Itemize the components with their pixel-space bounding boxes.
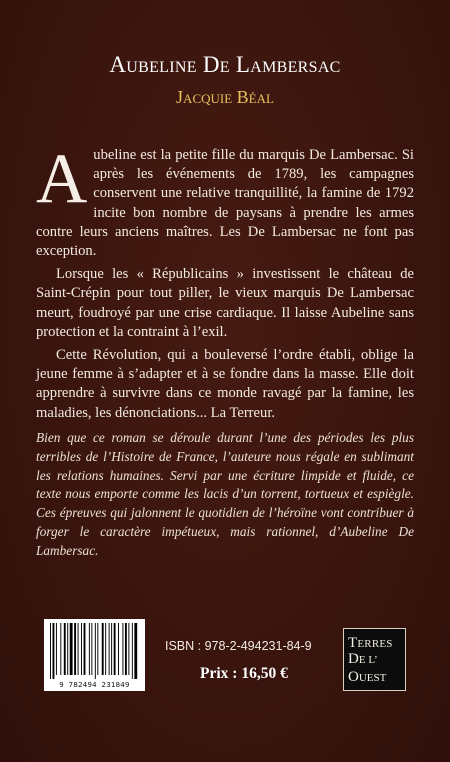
- isbn-number: ISBN : 978-2-494231-84-9: [165, 639, 312, 653]
- publisher-logo-line-2: DE L’: [348, 651, 378, 667]
- synopsis-paragraph-1: [36, 140, 414, 261]
- review-blurb: Bien que ce roman se déroule durant l’une des périodes les plus terribles de l’Histoire de France, l’auteure nous régale en sublimant les relations humaines. Servi par une écriture limpide et fluide, ce texte nous emporte comme les lacis d’un torrent, tortueux et espiègle. Ces épreuves qui jalonnent le quotidien de l’héroïne vont contribuer à forger le caractère impétueux, mais rationnel, d’Aubeline De Lambersac.: [36, 430, 414, 558]
- synopsis-paragraph-2: Lorsque les « Républicains » investissent le château de Saint-Crépin pour tout piller, le vieux marquis De Lambersac meurt, foudroyé par une crise cardiaque. Il laisse Aubeline sans protection et la contraint à l’exil.: [36, 266, 414, 340]
- publisher-logo: [343, 628, 406, 691]
- synopsis: [36, 140, 414, 427]
- publisher-logo-line-1: TERRES: [348, 635, 393, 651]
- price-label: Prix : 16,50 €: [200, 665, 288, 682]
- book-author: Jacquie Béal: [176, 87, 274, 107]
- publisher-logo-line-3: OUEST: [348, 669, 387, 685]
- synopsis-paragraph-3: Cette Révolution, qui a bouleversé l’ordre établi, oblige la jeune femme à s’adapter et à se fondre dans la masse. Elle doit apprendre à survivre dans ce monde ravagé par la famine, les maladies, les dénonciations... La Terreur.: [36, 347, 414, 421]
- barcode-number: 9 782494 231849: [59, 680, 130, 689]
- drop-cap-letter: A: [36, 140, 88, 218]
- book-title: Aubeline De Lambersac: [109, 52, 341, 77]
- barcode-bars: [44, 619, 145, 679]
- synopsis-paragraph-1-text: ubeline est la petite fille du marquis De Lambersac. Si après les événements de 1789, les campagnes conservent une relative tranquillité, la famine de 1792 incite bon nombre de paysans à prendre les armes contre leurs anciens maîtres. Les De Lambersac ne font pas exception.: [36, 147, 414, 260]
- barcode: [44, 619, 145, 691]
